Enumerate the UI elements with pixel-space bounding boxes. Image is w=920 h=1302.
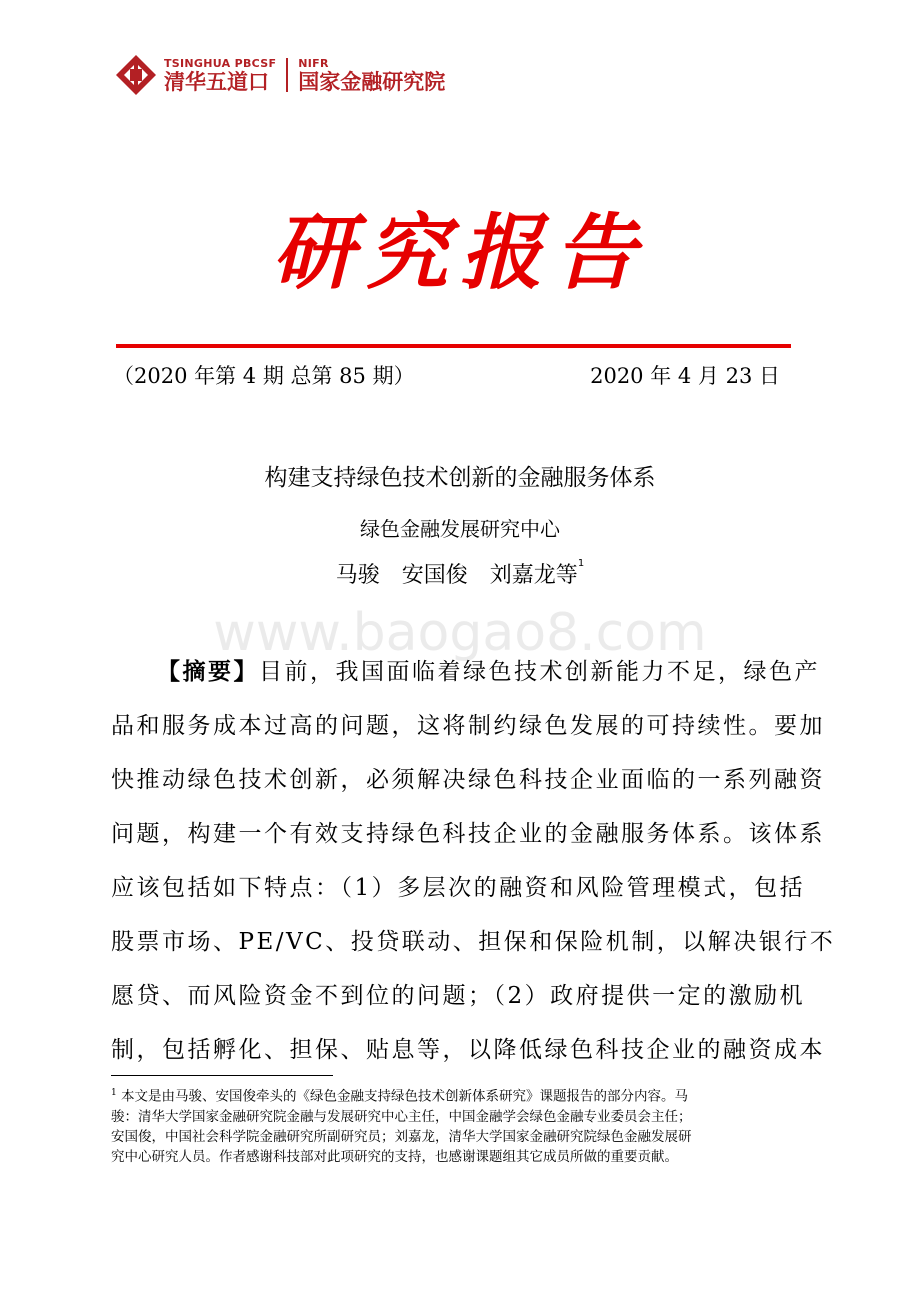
abstract-line: 应该包括如下特点：（1）多层次的融资和风险管理模式，包括 (111, 875, 806, 901)
watermark: www.baogao8.com (213, 603, 707, 663)
abstract-line: 愿贷、而风险资金不到位的问题；（2）政府提供一定的激励机 (111, 983, 806, 1009)
abstract-line: 快推动绿色技术创新，必须解决绿色科技企业面临的一系列融资 (111, 767, 825, 793)
abstract-line: 制，包括孵化、担保、贴息等，以降低绿色科技企业的融资成本 (111, 1037, 825, 1063)
abstract-text: 目前，我国面临着绿色技术创新能力不足，绿色产 (259, 659, 820, 685)
abstract-line: 股票市场、PE/VC、投贷联动、担保和保险机制，以解决银行不 (111, 929, 836, 955)
logo-nifr-en: NIFR (298, 56, 329, 70)
abstract (111, 645, 836, 1077)
footnote-rule (111, 1075, 333, 1076)
abstract-line (111, 645, 820, 699)
authors (0, 558, 920, 589)
abstract-line: 问题，构建一个有效支持绿色科技企业的金融服务体系。该体系 (111, 821, 825, 847)
footnote-text: 本文是由马骏、安国俊牵头的《绿色金融支持绿色技术创新体系研究》课题报告的部分内容。马 (116, 1088, 689, 1105)
report-banner-title: 研究报告 (272, 205, 648, 301)
header-logo (114, 51, 445, 99)
author-names: 马骏 安国俊 刘嘉龙等 (335, 563, 578, 588)
header-rule (116, 344, 791, 348)
author-footnote-mark[interactable]: 1 (577, 558, 585, 569)
issue-number: （2020 年第 4 期 总第 85 期） (113, 364, 415, 388)
research-center: 绿色金融发展研究中心 (360, 517, 560, 541)
abstract-line: 品和服务成本过高的问题，这将制约绿色发展的可持续性。要加 (111, 713, 825, 739)
footnote-line: 究中心研究人员。作者感谢科技部对此项研究的支持，也感谢课题组其它成员所做的重要贡献。 (111, 1148, 678, 1165)
tsinghua-emblem-icon (114, 53, 158, 97)
logo-divider (286, 58, 288, 92)
logo-tsinghua-cn: 清华五道口 (164, 69, 269, 94)
footnote-mark: 1 (111, 1088, 117, 1098)
abstract-lead: 【摘要】 (157, 658, 259, 685)
footnote (111, 1083, 811, 1167)
logo-tsinghua-en: TSINGHUA PBCSF (164, 56, 277, 70)
document-title: 构建支持绿色技术创新的金融服务体系 (264, 465, 656, 491)
footnote-line: 骏：清华大学国家金融研究院金融与发展研究中心主任，中国金融学会绿色金融专业委员会主任； (111, 1108, 692, 1125)
footnote-line: 安国俊，中国社会科学院金融研究所副研究员；刘嘉龙，清华大学国家金融研究院绿色金融发展研 (111, 1128, 692, 1145)
publish-date: 2020 年 4 月 23 日 (590, 364, 780, 388)
logo-nifr-cn: 国家金融研究院 (298, 69, 446, 94)
footnote-line (111, 1083, 811, 1107)
